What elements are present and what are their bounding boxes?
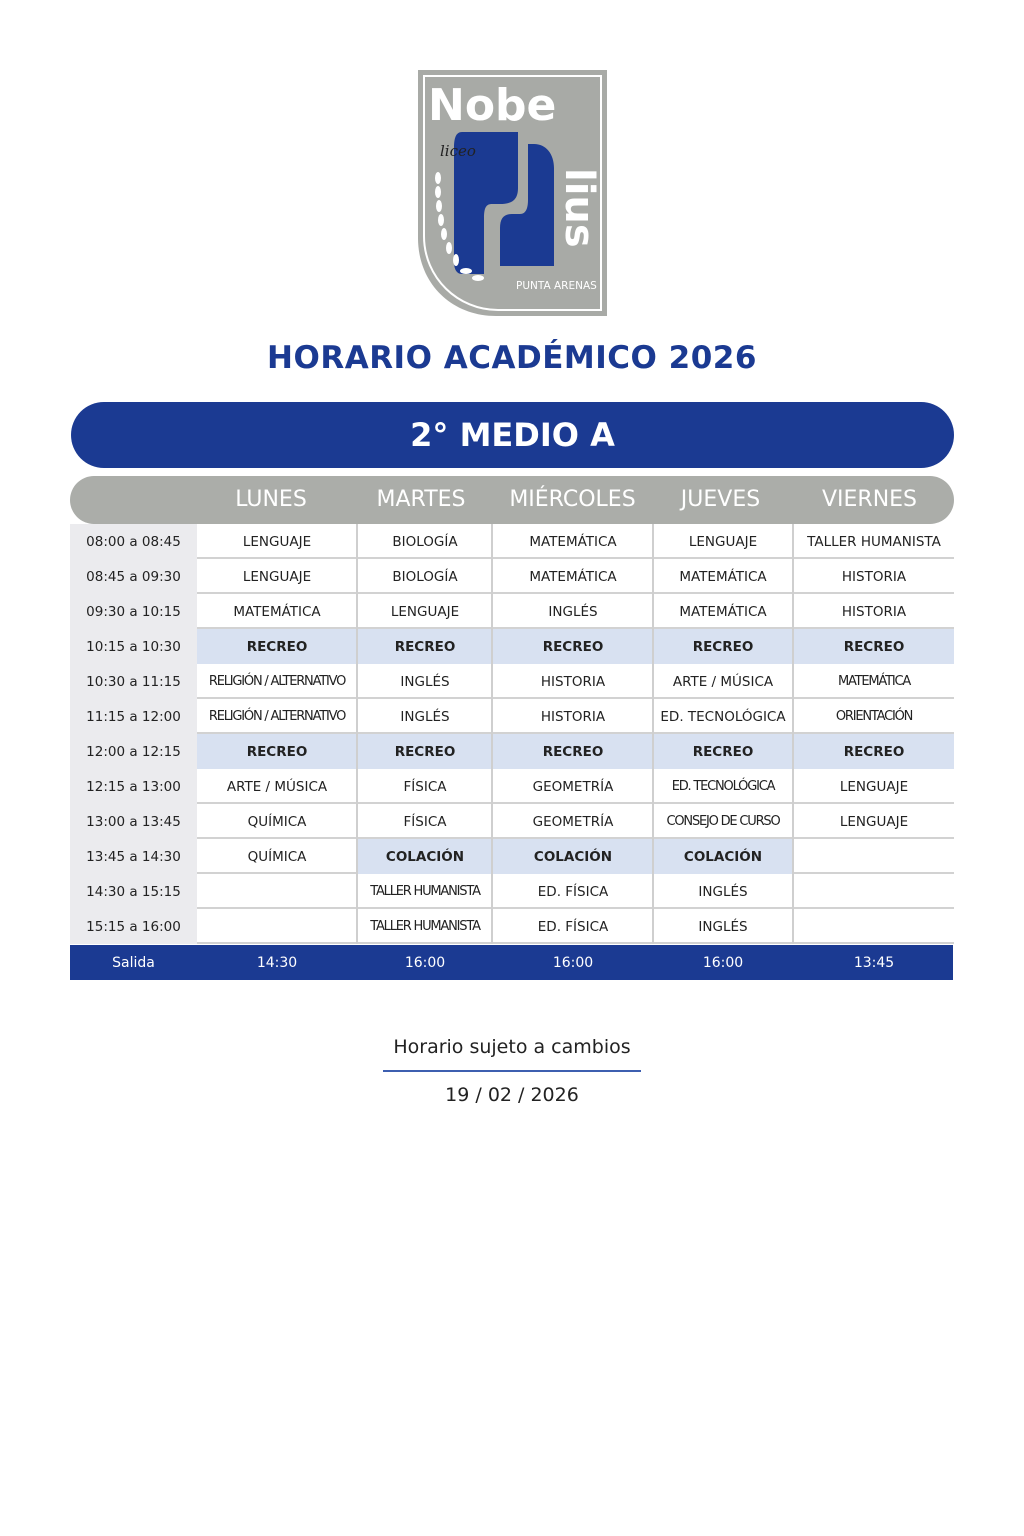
subject-cell: LENGUAJE [197,559,357,594]
exit-time: 13:45 [853,955,895,971]
note-divider [383,1070,641,1072]
time-slot: 08:00 a 08:45 [86,534,181,550]
exit-time: 16:00 [552,955,594,971]
time-slot: 13:00 a 13:45 [86,814,181,830]
course-banner [71,402,954,468]
break-cell: RECREO [794,734,954,769]
table-row [70,629,954,664]
column-divider [356,524,358,944]
break-cell: RECREO [654,629,792,664]
time-slot: 10:15 a 10:30 [86,639,181,655]
subject-cell: LENGUAJE [358,594,492,629]
day-header-bar [70,476,954,524]
subject-cell: RELIGIÓN / ALTERNATIVO [197,699,357,734]
subject-cell: GEOMETRÍA [493,769,653,804]
logo-wordmark-top: Nobe [428,80,557,131]
time-slot: 12:15 a 13:00 [86,779,181,795]
subject-cell: MATEMÁTICA [794,664,954,699]
empty-cell [197,909,357,944]
time-slot: 14:30 a 15:15 [86,884,181,900]
subject-cell: GEOMETRÍA [493,804,653,839]
day-header-viernes: VIERNES [821,487,918,512]
empty-cell [794,909,954,944]
school-logo [416,68,609,318]
table-row [70,559,954,594]
time-slot: 08:45 a 09:30 [86,569,181,585]
subject-cell: ARTE / MÚSICA [197,769,357,804]
subject-cell: INGLÉS [654,909,792,944]
subject-cell: BIOLOGÍA [358,524,492,559]
break-cell: RECREO [358,734,492,769]
subject-cell: BIOLOGÍA [358,559,492,594]
logo-script-text: liceo [440,142,476,160]
logo-location: PUNTA ARENAS [516,280,597,292]
subject-cell: HISTORIA [493,699,653,734]
schedule-date: 19 / 02 / 2026 [445,1084,579,1106]
time-slot: 11:15 a 12:00 [86,709,181,725]
table-row [70,664,954,699]
exit-times-row [70,945,953,980]
subject-cell: ED. TECNOLÓGICA [654,699,792,734]
time-slot: 15:15 a 16:00 [86,919,181,935]
break-cell: COLACIÓN [358,839,492,874]
empty-cell [197,874,357,909]
table-row [70,804,954,839]
subject-cell: LENGUAJE [654,524,792,559]
course-name: 2° MEDIO A [410,416,615,454]
subject-cell: MATEMÁTICA [493,559,653,594]
break-cell: RECREO [358,629,492,664]
column-divider [491,524,493,944]
subject-cell: ED. TECNOLÓGICA [654,769,792,804]
table-row [70,734,954,769]
subject-cell: ARTE / MÚSICA [654,664,792,699]
subject-cell: ED. FÍSICA [493,874,653,909]
subject-cell: HISTORIA [493,664,653,699]
time-slot: 10:30 a 11:15 [86,674,181,690]
subject-cell: QUÍMICA [197,804,357,839]
subject-cell: TALLER HUMANISTA [794,524,954,559]
time-slot: 12:00 a 12:15 [86,744,181,760]
break-cell: COLACIÓN [493,839,653,874]
subject-cell: MATEMÁTICA [654,594,792,629]
exit-time: 16:00 [404,955,446,971]
subject-cell: MATEMÁTICA [197,594,357,629]
break-cell: RECREO [654,734,792,769]
subject-cell: CONSEJO DE CURSO [654,804,792,839]
break-cell: RECREO [493,734,653,769]
time-slot: 13:45 a 14:30 [86,849,181,865]
subject-cell: LENGUAJE [197,524,357,559]
table-row [70,839,954,874]
day-header-jueves: JUEVES [680,487,761,512]
table-row [70,699,954,734]
break-cell: RECREO [493,629,653,664]
table-row [70,594,954,629]
exit-time: 16:00 [702,955,744,971]
empty-cell [794,839,954,874]
day-header-martes: MARTES [376,487,466,512]
subject-cell: TALLER HUMANISTA [358,874,492,909]
subject-cell: INGLÉS [654,874,792,909]
break-cell: RECREO [197,734,357,769]
table-row [70,909,954,944]
subject-cell: FÍSICA [358,769,492,804]
page-title: HORARIO ACADÉMICO 2026 [267,340,757,376]
logo-wordmark-side: lius [556,168,602,248]
subject-cell: TALLER HUMANISTA [358,909,492,944]
schedule-note: Horario sujeto a cambios [393,1036,631,1058]
exit-time: 14:30 [256,955,298,971]
subject-cell: ORIENTACIÓN [794,699,954,734]
subject-cell: LENGUAJE [794,804,954,839]
table-row [70,524,954,559]
empty-cell [794,874,954,909]
break-cell: RECREO [197,629,357,664]
exit-label: Salida [112,955,155,971]
subject-cell: ED. FÍSICA [493,909,653,944]
subject-cell: INGLÉS [493,594,653,629]
time-slot: 09:30 a 10:15 [86,604,181,620]
day-header-miercoles: MIÉRCOLES [509,487,636,512]
subject-cell: RELIGIÓN / ALTERNATIVO [197,664,357,699]
table-row [70,769,954,804]
table-row [70,874,954,909]
subject-cell: QUÍMICA [197,839,357,874]
break-cell: COLACIÓN [654,839,792,874]
day-header-lunes: LUNES [235,487,307,512]
subject-cell: MATEMÁTICA [654,559,792,594]
column-divider [652,524,654,944]
subject-cell: INGLÉS [358,664,492,699]
subject-cell: LENGUAJE [794,769,954,804]
subject-cell: MATEMÁTICA [493,524,653,559]
subject-cell: HISTORIA [794,594,954,629]
subject-cell: HISTORIA [794,559,954,594]
column-divider [792,524,794,944]
subject-cell: FÍSICA [358,804,492,839]
subject-cell: INGLÉS [358,699,492,734]
break-cell: RECREO [794,629,954,664]
